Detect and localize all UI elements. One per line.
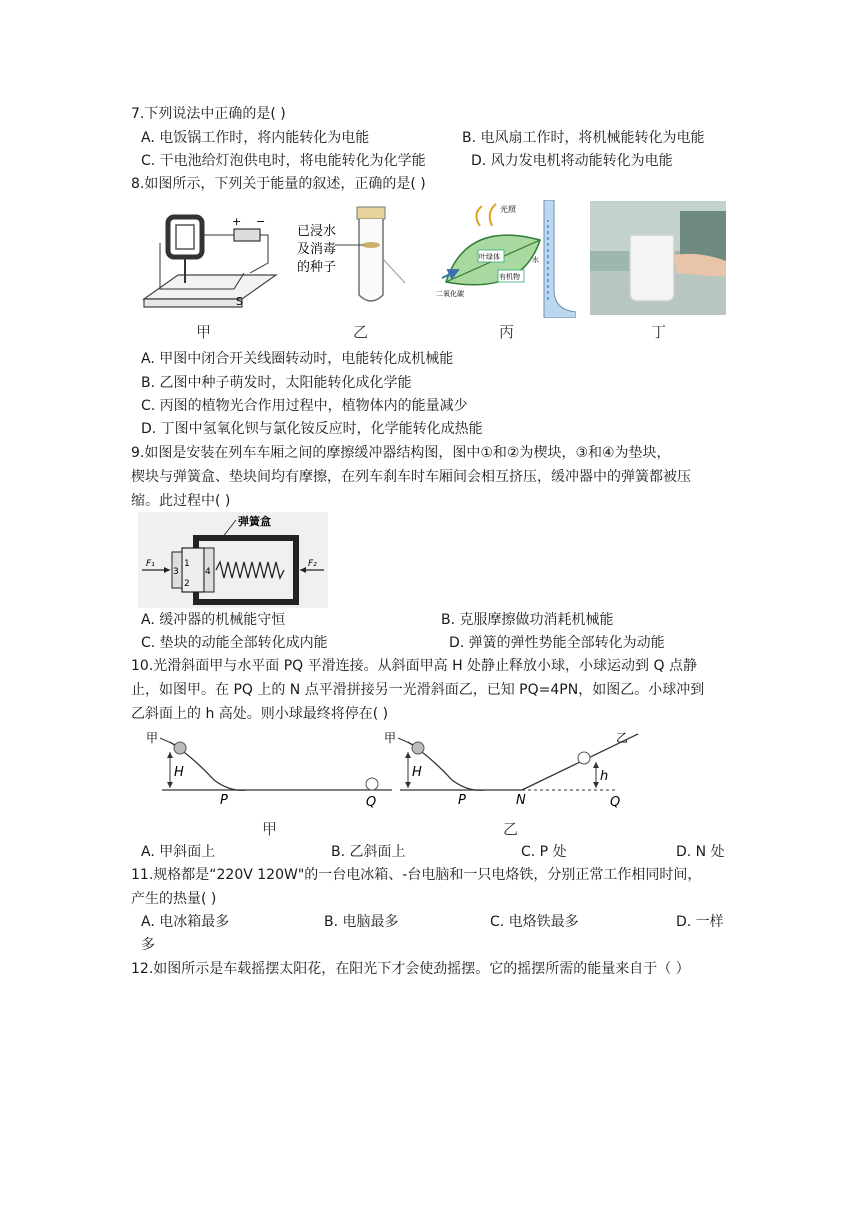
q8-option-b: B. 乙图中种子萌发时，太阳能转化成化学能 [141, 375, 412, 391]
q9-label-f1: F₁ [146, 559, 155, 569]
q8-caption-bing: 丙 [499, 323, 515, 341]
q8-figure-ding [590, 201, 726, 315]
q9-option-b: B. 克服摩擦做功消耗机械能 [441, 612, 614, 628]
q8-bing-co2: 二氧化碳 [436, 290, 464, 298]
q10-jia-incline-label: 甲 [146, 731, 159, 745]
q8-yi-label-1: 已浸水 [297, 224, 337, 239]
q8-caption-ding: 丁 [651, 323, 667, 341]
q11-stem-line-2: 产生的热量( ) [131, 891, 217, 907]
q11-option-b: B. 电脑最多 [324, 914, 399, 930]
q9-label-f2: F₂ [308, 559, 317, 569]
q8-stem: 8.如图所示，下列关于能量的叙述，正确的是( ) [131, 176, 426, 192]
q7-option-d: D. 风力发电机将动能转化为电能 [471, 153, 673, 169]
q9-option-c: C. 垫块的动能全部转化成内能 [141, 635, 328, 651]
q8-yi-label-3: 的种子 [297, 260, 337, 275]
q9-label-3: 3 [173, 567, 179, 577]
q7-option-c: C. 干电池给灯泡供电时，将电能转化为化学能 [141, 153, 426, 169]
q12-stem: 12.如图所示是车载摇摆太阳花，在阳光下才会使劲摇摆。它的摇摆所需的能量来自于（ ） [131, 961, 690, 977]
q7-stem: 7.下列说法中正确的是( ) [131, 106, 286, 122]
q7-option-b: B. 电风扇工作时，将机械能转化为电能 [462, 130, 705, 146]
q8-yi-label-2: 及消毒 [297, 242, 337, 257]
q10-jia-Q: Q [366, 795, 377, 810]
q11-option-a: A. 电冰箱最多 [141, 914, 230, 930]
q9-label-2: 2 [184, 579, 190, 589]
q10-figure-yi [382, 728, 648, 810]
q10-yi-incline-b-label: 乙 [616, 731, 629, 745]
q8-jia-switch: S [236, 295, 243, 308]
q8-option-a: A. 甲图中闭合开关线圈转动时，电能转化成机械能 [141, 351, 454, 367]
q8-jia-plus: + [232, 215, 242, 228]
q10-yi-incline-a-label: 甲 [384, 731, 397, 745]
q8-option-c: C. 丙图的植物光合作用过程中，植物体内的能量减少 [141, 398, 468, 414]
q9-label-box: 弹簧盒 [238, 515, 271, 528]
q10-caption-jia: 甲 [262, 820, 278, 838]
q10-figure-jia [144, 728, 392, 810]
q7-option-a: A. 电饭锅工作时，将内能转化为电能 [141, 130, 370, 146]
q10-stem-line-3: 乙斜面上的 h 高处。则小球最终将停在( ) [131, 706, 389, 722]
q9-stem-line-2: 楔块与弹簧盒、垫块间均有摩擦，在列车刹车时车厢间会相互挤压，缓冲器中的弹簧都被压 [131, 469, 691, 485]
q10-jia-H: H [174, 765, 184, 780]
q9-label-4: 4 [205, 567, 211, 577]
q10-option-d: D. N 处 [676, 844, 725, 860]
q10-stem-line-1: 10.光滑斜面甲与水平面 PQ 平滑连接。从斜面甲高 H 处静止释放小球，小球运动到 Q 点静 [131, 658, 697, 674]
q8-figure-bing [436, 200, 576, 318]
q10-option-c: C. P 处 [521, 844, 567, 860]
q8-option-d: D. 丁图中氢氧化钡与氯化铵反应时，化学能转化成热能 [141, 421, 483, 437]
q9-stem-line-3: 缩。此过程中( ) [131, 493, 231, 509]
q8-bing-sun: 光照 [500, 205, 516, 214]
q10-caption-yi: 乙 [503, 820, 519, 838]
q10-option-a: A. 甲斜面上 [141, 844, 216, 860]
q9-figure-buffer [138, 512, 328, 608]
q9-option-a: A. 缓冲器的机械能守恒 [141, 612, 286, 628]
q11-option-d: D. 一样 [676, 914, 724, 930]
q8-figure-yi [295, 203, 415, 315]
q9-label-1: 1 [184, 559, 190, 569]
q11-option-d-continued: 多 [141, 937, 155, 953]
q11-option-c: C. 电烙铁最多 [490, 914, 579, 930]
q8-caption-yi: 乙 [353, 323, 369, 341]
q10-jia-P: P [220, 793, 228, 808]
q10-yi-h: h [600, 769, 609, 784]
q8-bing-water: 水 [532, 256, 539, 264]
q8-caption-jia: 甲 [196, 323, 212, 341]
q10-yi-P: P [458, 793, 466, 808]
q8-jia-minus: − [256, 215, 266, 228]
q9-stem-line-1: 9.如图是安装在列车车厢之间的摩擦缓冲器结构图，图中①和②为楔块，③和④为垫块， [131, 445, 671, 461]
q11-stem-line-1: 11.规格都是“220V 120W"的一台电冰箱、-台电脑和一只电烙铁，分别正常工作相同时间， [131, 867, 702, 883]
q8-bing-chloroplast: 叶绿体 [479, 253, 500, 261]
q10-yi-H: H [412, 765, 422, 780]
q8-figure-jia [138, 203, 278, 315]
q10-yi-Q: Q [610, 795, 621, 810]
q10-stem-line-2: 止，如图甲。在 PQ 上的 N 点平滑拼接另一光滑斜面乙，已知 PQ=4PN，如图乙。小球冲到 [131, 682, 705, 698]
q10-yi-N: N [516, 793, 526, 808]
q10-option-b: B. 乙斜面上 [331, 844, 406, 860]
q8-bing-organic: 有机物 [499, 273, 520, 281]
q9-option-d: D. 弹簧的弹性势能全部转化为动能 [449, 635, 665, 651]
